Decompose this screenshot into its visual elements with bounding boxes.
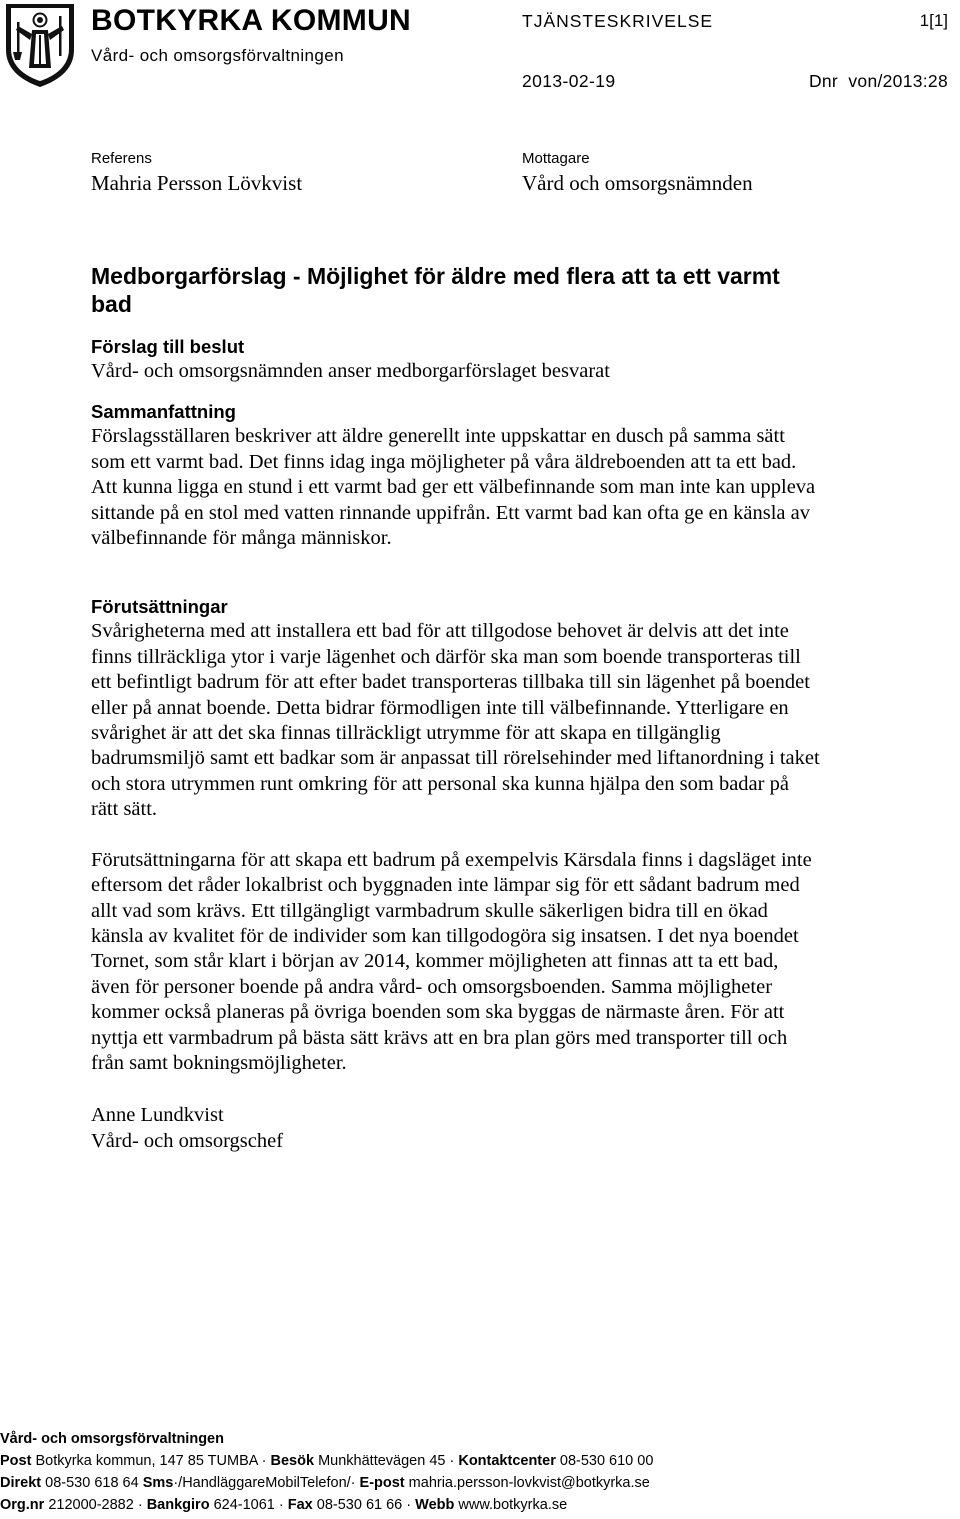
section-heading-summary: Sammanfattning [91, 401, 236, 423]
recipient-label: Mottagare [522, 150, 590, 167]
reference-value: Mahria Persson Lövkvist [91, 171, 303, 195]
section-text-prerequisites-2: Förutsättningarna för att skapa ett badrum på exempelvis Kärsdala finns i dagsläget inte eftersom det råder lokalbrist och byggnaden inte lämpar sig för ett sådant badrum med allt vad som krävs. Ett tillgängligt varmbadrum skulle säkerligen bidra till en ökad känsla av kvalitet för de individer som kan tillgodogöra sig insatsen. I det nya boendet Tornet, som står klart i början av 2014, kommer möjligheten att finnas att ta ett bad, även för personer boende på andra vård- och omsorgsboenden. Samma möjligheter kommer också planeras på övriga boenden som ska byggas de närmaste åren. För att nyttja ett varmbadrum på bästa sätt krävs att en bra plan görs med transporter till och från samt bokningsmöjligheter. [91, 848, 812, 1074]
footer-contact-value: 08-530 610 00 [559, 1453, 654, 1469]
footer-fax-label: Fax [287, 1497, 313, 1513]
document-body [91, 262, 821, 1154]
footer-direct-value: 08-530 618 64 [45, 1475, 139, 1491]
document-type: TJÄNSTESKRIVELSE [522, 11, 714, 31]
footer-web-value[interactable]: www.botkyrka.se [458, 1497, 568, 1513]
footer-post-label: Post [0, 1453, 32, 1469]
footer-sms-label: Sms [142, 1475, 174, 1491]
document-date: 2013-02-19 [522, 71, 616, 91]
section-prerequisites [91, 595, 821, 1076]
footer-web-label: Webb [415, 1497, 455, 1513]
footer-post-value: Botkyrka kommun, 147 85 TUMBA · [35, 1453, 267, 1469]
section-heading-proposal: Förslag till beslut [91, 336, 245, 357]
signature-title: Vård- och omsorgschef [91, 1129, 284, 1152]
page-number: 1[1] [919, 11, 948, 30]
section-heading-prerequisites: Förutsättningar [91, 596, 228, 618]
section-text-proposal: Vård- och omsorgsnämnden anser medborgarförslaget besvarat [91, 360, 610, 382]
footer-department: Vård- och omsorgsförvaltningen [0, 1431, 224, 1447]
organization-name: BOTKYRKA KOMMUN [91, 4, 412, 37]
footer-orgnr-value: 212000-2882 · [48, 1497, 143, 1513]
municipality-crest-icon [4, 2, 76, 88]
section-summary [91, 400, 821, 551]
footer-bankgiro-label: Bankgiro [146, 1497, 210, 1513]
document-title: Medborgarförslag - Möjlighet för äldre med flera att ta ett varmt bad [91, 263, 780, 317]
organization-department: Vård- och omsorgsförvaltningen [91, 46, 344, 65]
footer-direct-label: Direkt [0, 1475, 42, 1491]
footer-visit-value: Munkhättevägen 45 · [318, 1453, 455, 1469]
recipient-value: Vård och omsorgsnämnden [522, 171, 753, 195]
footer-visit-label: Besök [270, 1453, 315, 1469]
footer-email-label: E-post [359, 1475, 405, 1491]
document-footer [0, 1428, 960, 1516]
document-dnr: Dnr von/2013:28 [808, 71, 948, 91]
footer-sms-value: ·/HandläggareMobilTelefon/· [173, 1475, 356, 1491]
footer-contact-label: Kontaktcenter [458, 1453, 556, 1469]
signature-name: Anne Lundkvist [91, 1104, 224, 1127]
footer-orgnr-label: Org.nr [0, 1497, 45, 1513]
reference-label: Referens [91, 150, 152, 167]
section-text-prerequisites-1: Svårigheterna med att installera ett bad för att tillgodose behovet är delvis att det inte finns tillräckliga ytor i varje lägenhet och därför ska man som boende transporteras till ett befintligt badrum för att efter badet transporteras tillbaka till sin lägenhet på boendet eller på annat boende. Detta bidrar förmodligen inte till välbefinnande. Ytterligare en svårighet är att det ska finnas tillräckligt utrymme för att skapa en tillgänglig badrumsmiljö samt ett badkar som är anpassat till rörelsehinder med liftanordning i taket och stora utrymmen runt omkring för att personal ska kunna hjälpa den som badar på rätt sätt. [91, 620, 820, 821]
footer-bankgiro-value: 624-1061 · [213, 1497, 284, 1513]
footer-email-value[interactable]: mahria.persson-lovkvist@botkyrka.se [408, 1475, 650, 1491]
section-text-summary: Förslagsställaren beskriver att äldre generellt inte uppskattar en dusch på samma sätt som ett varmt bad. Det finns idag inga möjligheter på våra äldreboenden att ta ett bad. Att kunna ligga en stund i ett varmt bad ger ett välbefinnande som man inte kan uppleva sittande på en stol med vatten rinnande uppifrån. Ett varmt bad kan ofta ge en känsla av välbefinnande för många människor. [91, 425, 816, 550]
section-proposal [91, 335, 821, 384]
footer-fax-value: 08-530 61 66 · [316, 1497, 412, 1513]
